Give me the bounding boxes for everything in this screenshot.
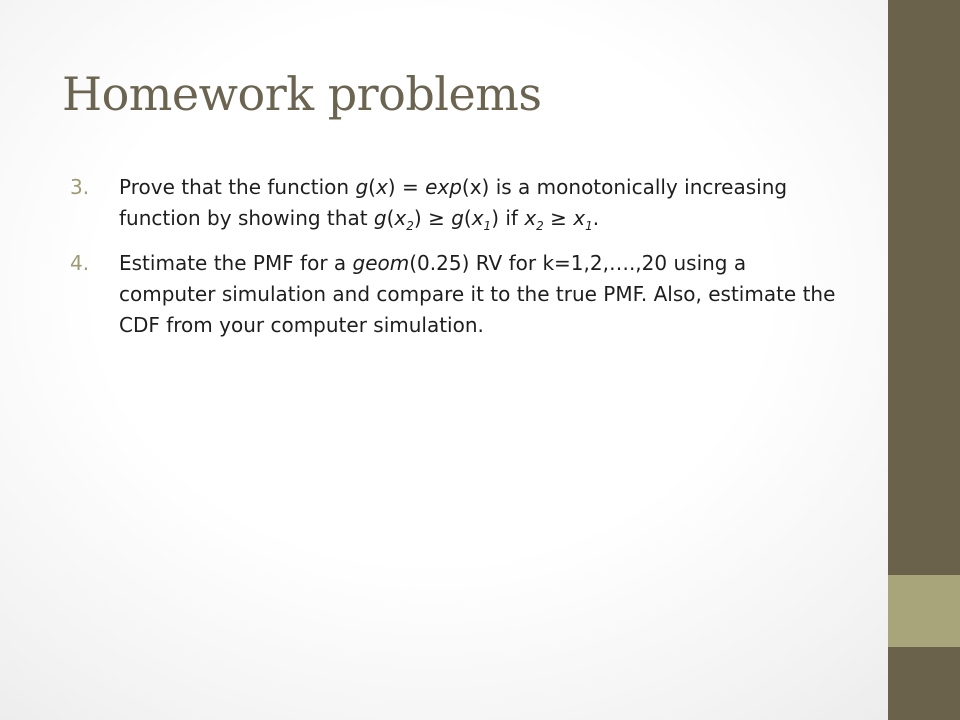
text-segment: (0.25) RV for k=1,2,….,20 using a computer simulation and compare it to the true PMF. Also, estimate the CDF from your computer simulation. <box>119 251 836 337</box>
text-segment: ( <box>463 206 472 230</box>
text-segment: (x) is a monotonically increasing function by showing that <box>119 175 788 230</box>
math-g: g <box>451 206 464 230</box>
math-subscript: 2 <box>536 219 544 233</box>
problem-text <box>119 251 835 337</box>
math-x: x <box>394 206 407 230</box>
problem-number: 4. <box>70 251 90 275</box>
text-segment: Estimate the PMF for a <box>119 251 353 275</box>
problem-text <box>119 175 788 233</box>
math-x: x <box>375 175 388 199</box>
slide-title: Homework problems <box>62 67 542 121</box>
text-segment: ( <box>386 206 395 230</box>
math-subscript: 1 <box>585 219 593 233</box>
math-x: x <box>573 206 586 230</box>
text-segment: ) if <box>491 206 525 230</box>
math-subscript: 1 <box>483 219 492 233</box>
text-segment: Prove that the function <box>119 175 356 199</box>
text-segment: ) = <box>387 175 426 199</box>
sidebar-band-accent <box>888 575 960 647</box>
math-g: g <box>373 206 387 230</box>
sidebar-band-top <box>888 0 960 575</box>
math-geom: geom <box>352 251 410 275</box>
math-x: x <box>471 206 484 230</box>
text-segment: ) ≥ <box>413 206 452 230</box>
math-g: g <box>355 175 369 199</box>
problem-item-4 <box>62 248 842 341</box>
sidebar-band-bottom <box>888 647 960 720</box>
text-segment: ≥ <box>543 206 574 230</box>
math-x: x <box>524 206 537 230</box>
text-segment: ( <box>368 175 376 199</box>
problem-item-3 <box>62 172 842 234</box>
math-subscript: 2 <box>406 219 414 233</box>
problem-number: 3. <box>70 175 90 199</box>
problem-list <box>62 172 842 355</box>
math-exp: exp <box>425 175 462 199</box>
text-segment: . <box>592 206 600 230</box>
